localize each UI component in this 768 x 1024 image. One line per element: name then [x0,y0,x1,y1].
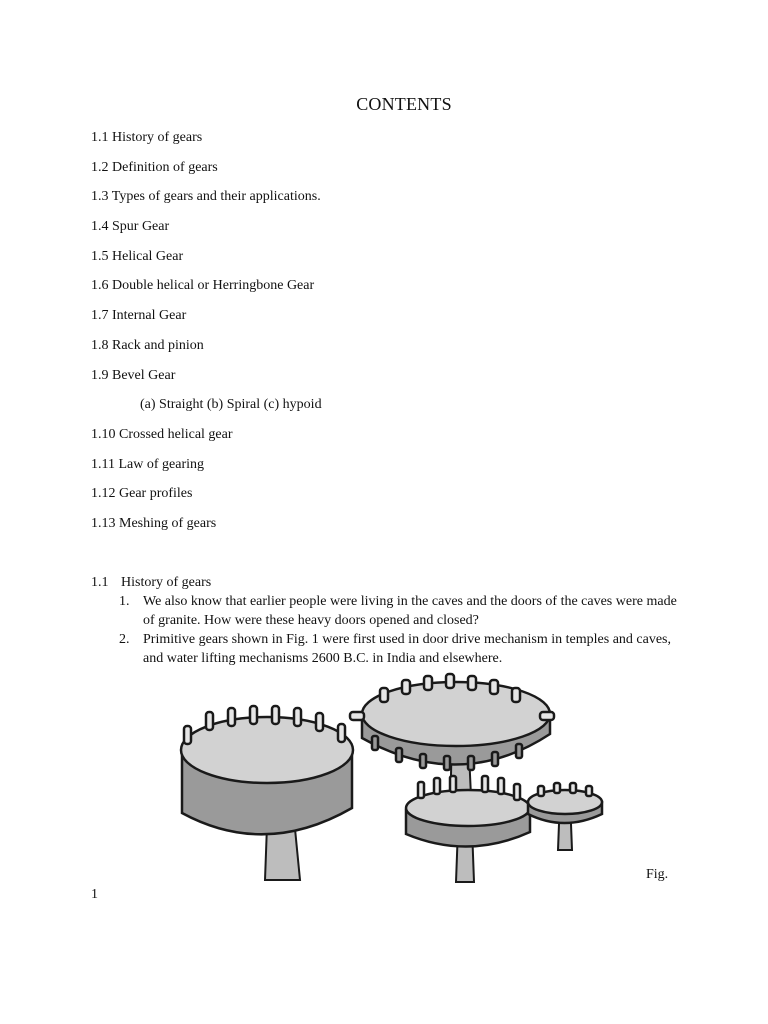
list-number: 2. [119,632,130,647]
figure-label: Fig. [646,867,669,882]
primitive-gears-illustration [140,668,640,886]
large-gear [181,706,353,834]
list-item [119,630,691,668]
list-text: We also know that earlier people were living in the caves and the doors of the caves were made of granite. How were these heavy doors opened and closed? [143,594,677,628]
list-item [119,592,691,630]
toc-item: 1.3 Types of gears and their applications. [91,189,321,205]
history-section [91,573,691,668]
section-heading [91,573,691,592]
toc-item: 1.10 Crossed helical gear [91,426,233,442]
toc-item: 1.7 Internal Gear [91,308,187,324]
toc-item: 1.9 Bevel Gear [91,367,176,383]
toc-item: 1.12 Gear profiles [91,486,193,502]
toc-item: 1.1 History of gears [91,130,203,145]
table-of-contents [91,128,322,544]
toc-item: 1.11 Law of gearing [91,456,204,472]
upper-gear [350,674,554,770]
history-points [91,592,691,668]
section-number: 1.1 [91,575,109,590]
list-text: Primitive gears shown in Fig. 1 were first used in door drive mechanism in temples and caves, and water lifting mechanisms 2600 B.C. in India and elsewhere. [143,632,672,666]
toc-item: 1.4 Spur Gear [91,219,170,235]
toc-item: 1.8 Rack and pinion [91,337,204,353]
toc-item: 1.13 Meshing of gears [91,515,217,531]
figure-number: 1 [91,887,98,902]
section-title: History of gears [121,575,212,590]
toc-item: 1.5 Helical Gear [91,248,184,264]
toc-subitem: (a) Straight (b) Spiral (c) hypoid [140,397,322,413]
toc-item: 1.6 Double helical or Herringbone Gear [91,278,315,294]
small-gear [528,783,602,823]
contents-title: CONTENTS [356,94,452,114]
list-number: 1. [119,594,130,609]
toc-item: 1.2 Definition of gears [91,159,218,175]
